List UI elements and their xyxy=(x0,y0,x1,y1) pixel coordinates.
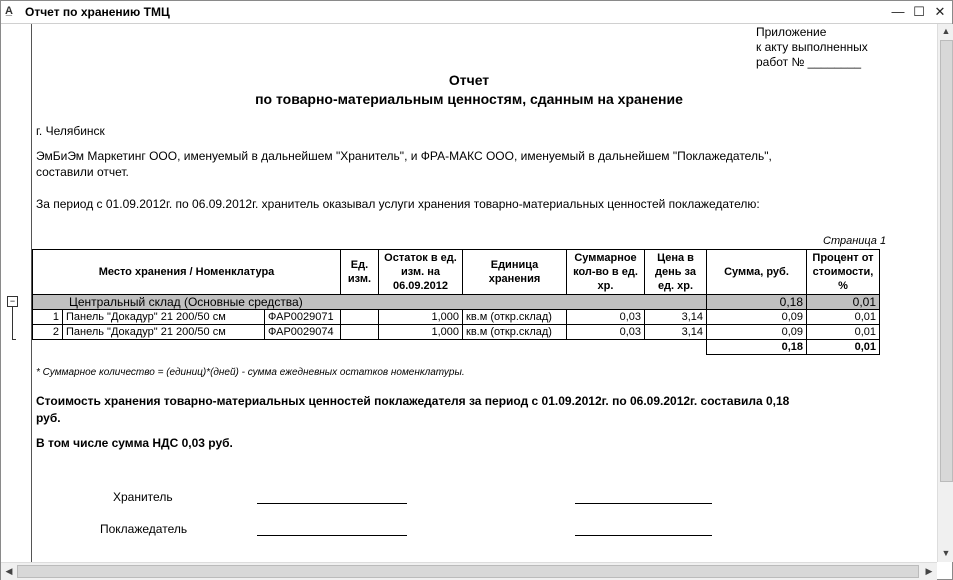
row-price: 3,14 xyxy=(645,310,707,325)
title-bar xyxy=(1,1,952,24)
scroll-up-icon[interactable]: ▲ xyxy=(941,26,951,36)
depositor-label: Поклажедатель xyxy=(100,522,188,536)
keeper-label: Хранитель xyxy=(113,490,173,504)
row-number: 2 xyxy=(33,325,63,340)
table-row[interactable] xyxy=(33,310,880,325)
document-icon: A̲ xyxy=(5,5,13,17)
cost-line1: Стоимость хранения товарно-материальных ценностей поклажедателя за период с 01.09.2012г. по 06.09.2012г. составила 0,18 xyxy=(36,394,790,408)
depositor-signature-line xyxy=(257,535,407,536)
row-unit xyxy=(341,325,379,340)
header-balance: Остаток в ед. изм. на 06.09.2012 xyxy=(379,250,463,295)
row-code: ФАР0029071 xyxy=(265,310,341,325)
window-title: Отчет по хранению ТМЦ xyxy=(25,5,170,19)
minimize-button[interactable]: — xyxy=(891,4,905,19)
intro-line1: ЭмБиЭм Маркетинг ООО, именуемый в дальнейшем "Хранитель", и ФРА-МАКС ООО, именуемый в дальнейшем "Поклажедатель", xyxy=(36,149,772,163)
table-row[interactable] xyxy=(33,325,880,340)
vat-line: В том числе сумма НДС 0,03 руб. xyxy=(36,436,233,450)
row-storage-unit: кв.м (откр.склад) xyxy=(463,310,567,325)
intro-line2: составили отчет. xyxy=(36,165,129,179)
row-storage-unit: кв.м (откр.склад) xyxy=(463,325,567,340)
header-place: Место хранения / Номенклатура xyxy=(33,250,341,295)
row-sum: 0,09 xyxy=(707,325,807,340)
depositor-name-line xyxy=(575,535,712,536)
header-sum: Сумма, руб. xyxy=(707,250,807,295)
row-number: 1 xyxy=(33,310,63,325)
keeper-name-line xyxy=(575,503,712,504)
period-text: За период с 01.09.2012г. по 06.09.2012г. хранитель оказывал услуги хранения товарно-материальных ценностей поклажедателю: xyxy=(36,197,760,211)
group-percent: 0,01 xyxy=(807,295,880,310)
group-sum: 0,18 xyxy=(707,295,807,310)
row-percent: 0,01 xyxy=(807,325,880,340)
footnote: * Суммарное количество = (единиц)*(дней) - сумма ежедневных остатков номенклатуры. xyxy=(36,367,465,378)
row-qty: 0,03 xyxy=(567,310,645,325)
group-row[interactable] xyxy=(33,295,880,310)
keeper-signature-line xyxy=(257,503,407,504)
header-total-qty: Суммарное кол-во в ед. хр. xyxy=(567,250,645,295)
appendix-line3: работ № ________ xyxy=(756,55,862,69)
header-unit: Ед. изм. xyxy=(341,250,379,295)
vertical-scrollbar[interactable] xyxy=(937,24,953,562)
report-sheet xyxy=(1,24,937,562)
collapse-group-icon[interactable]: − xyxy=(7,296,18,307)
scroll-left-icon[interactable]: ◀ xyxy=(5,566,13,576)
row-balance: 1,000 xyxy=(379,310,463,325)
row-price: 3,14 xyxy=(645,325,707,340)
storage-table xyxy=(32,249,880,355)
row-sum: 0,09 xyxy=(707,310,807,325)
scroll-down-icon[interactable]: ▼ xyxy=(941,548,951,558)
row-code: ФАР0029074 xyxy=(265,325,341,340)
appendix-line2: к акту выполненных xyxy=(756,40,868,54)
group-bracket-end xyxy=(12,339,16,340)
row-unit xyxy=(341,310,379,325)
group-bracket xyxy=(12,307,13,339)
appendix-line1: Приложение xyxy=(756,25,827,39)
header-price: Цена в день за ед. хр. xyxy=(645,250,707,295)
close-button[interactable]: ✕ xyxy=(934,4,946,19)
header-storage-unit: Единица хранения xyxy=(463,250,567,295)
horizontal-scrollbar[interactable] xyxy=(1,562,937,580)
total-row xyxy=(33,340,880,355)
horizontal-scroll-thumb[interactable] xyxy=(17,565,919,578)
total-spacer xyxy=(33,340,707,355)
table-header-row xyxy=(33,250,880,295)
cost-line2: руб. xyxy=(36,411,61,425)
row-qty: 0,03 xyxy=(567,325,645,340)
total-sum: 0,18 xyxy=(707,340,807,355)
maximize-button[interactable]: ☐ xyxy=(913,4,925,19)
row-name: Панель "Докадур" 21 200/50 см xyxy=(63,310,265,325)
vertical-scroll-thumb[interactable] xyxy=(940,40,953,482)
total-percent: 0,01 xyxy=(807,340,880,355)
row-name: Панель "Докадур" 21 200/50 см xyxy=(63,325,265,340)
row-balance: 1,000 xyxy=(379,325,463,340)
row-percent: 0,01 xyxy=(807,310,880,325)
group-name: Центральный склад (Основные средства) xyxy=(33,295,707,310)
report-subtitle: по товарно-материальным ценностям, сданным на хранение xyxy=(255,91,683,107)
page-label: Страница 1 xyxy=(823,235,887,247)
scroll-right-icon[interactable]: ▶ xyxy=(925,566,933,576)
header-percent: Процент от стоимости, % xyxy=(807,250,880,295)
city: г. Челябинск xyxy=(36,124,105,138)
report-title: Отчет xyxy=(448,72,490,88)
